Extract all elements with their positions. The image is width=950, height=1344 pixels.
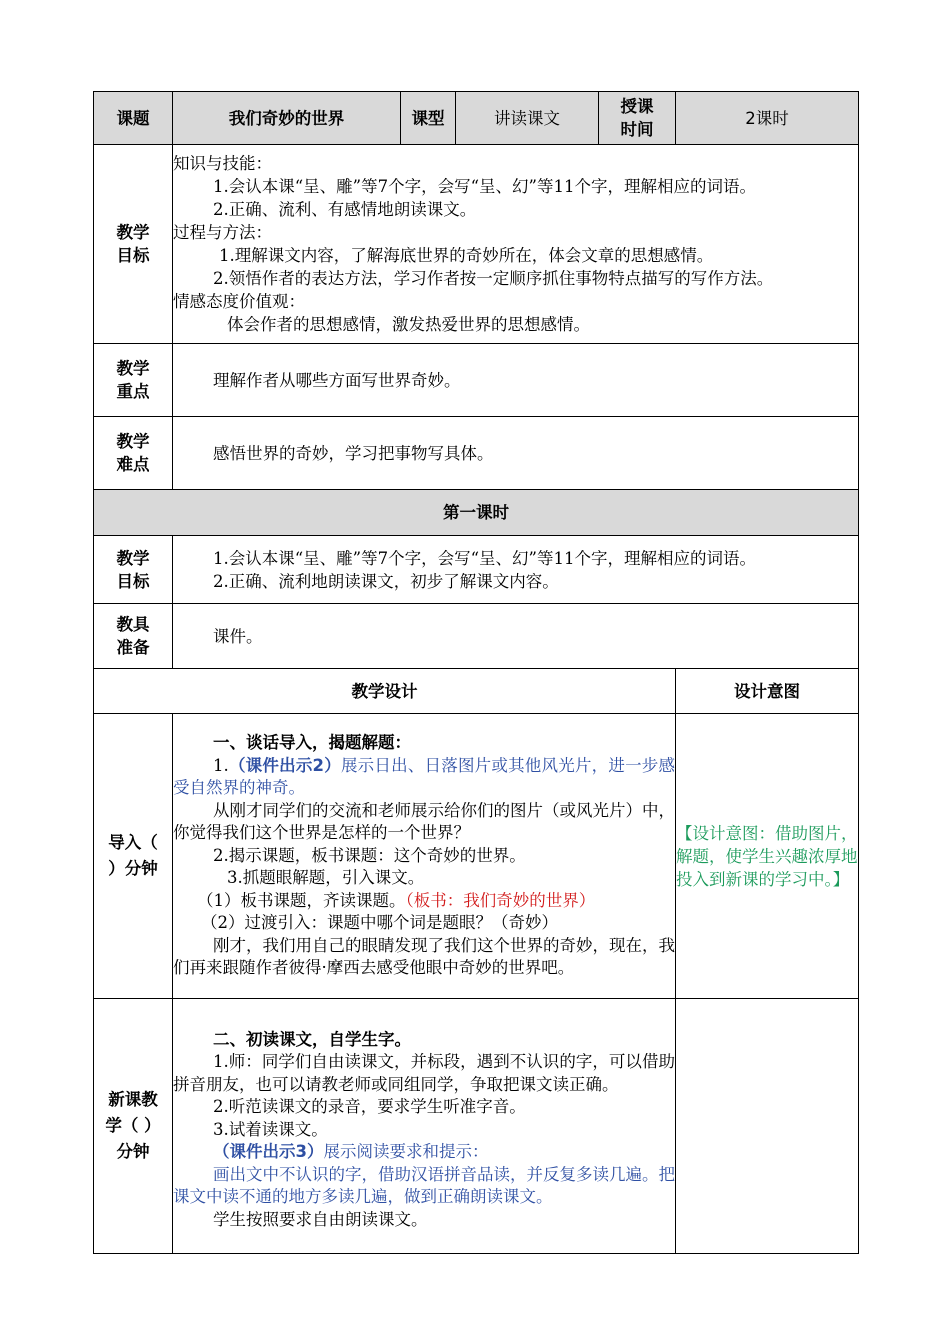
intro-heading: 一、谈话导入，揭题解题：: [213, 733, 411, 753]
slide-cue: （课件出示3）: [213, 1142, 324, 1162]
new-lesson-label: 新课教学（ ）分钟: [94, 999, 173, 1254]
objective-line: 过程与方法：: [173, 223, 272, 242]
type-label: 课型: [401, 92, 456, 145]
new-lesson-step3: 3.试着读课文。: [213, 1119, 328, 1139]
type-value: 讲读课文: [456, 92, 599, 145]
difficulties-row: [94, 417, 859, 490]
difficulties-text: 感悟世界的奇妙，学习把事物写具体。: [173, 417, 859, 490]
new-lesson-heading: 二、初读课文，自学生字。: [213, 1029, 411, 1049]
lesson1-objectives-label: 教学目标: [94, 536, 173, 604]
topic-value: 我们奇妙的世界: [173, 92, 401, 145]
new-lesson-content: [173, 999, 676, 1254]
reading-tips: 画出文中不认识的字，借助汉语拼音品读，并反复多读几遍。把课文中读不通的地方多读几遍，做到正确朗读课文。: [173, 1164, 675, 1207]
intro-step1: [173, 755, 675, 800]
lesson1-objectives-row: [94, 536, 859, 604]
intro-intent: 【设计意图：借助图片，解题，使学生兴趣浓厚地投入到新课的学习中。】: [676, 714, 859, 999]
slide-text: 展示阅读要求和提示：: [323, 1142, 489, 1162]
objective-line: 2.正确、流利、有感情地朗读课文。: [213, 200, 477, 219]
substep-text: （1）板书课题，齐读课题。: [197, 890, 406, 910]
new-lesson-row: [94, 999, 859, 1254]
key-points-label: 教学重点: [94, 344, 173, 417]
materials-row: [94, 604, 859, 669]
new-lesson-step2: 2.听范读课文的录音，要求学生听准字音。: [213, 1097, 526, 1117]
objectives-content: [173, 145, 859, 344]
lesson1-title-row: [94, 490, 859, 536]
objective-line: 1.理解课文内容，了解海底世界的奇妙所在，体会文章的思想感情。: [219, 246, 714, 265]
lesson1-objectives-content: [173, 536, 859, 604]
header-row: [94, 92, 859, 145]
new-lesson-intent: [676, 999, 859, 1254]
intro-substep2: （2）过渡引入：课题中哪个词是题眼？（奇妙）: [201, 913, 558, 933]
time-label: 授课时间: [599, 92, 676, 145]
objective-line: 情感态度价值观：: [173, 292, 305, 311]
objective-line: 知识与技能：: [173, 154, 272, 173]
lesson1-title: 第一课时: [94, 490, 859, 536]
intro-step2: 2.揭示课题，板书课题：这个奇妙的世界。: [213, 845, 526, 865]
difficulties-label: 教学难点: [94, 417, 173, 490]
intro-label: 导入（ ）分钟: [94, 714, 173, 999]
lesson1-objective-line: 1.会认本课“呈、雕”等7个字，会写“呈、幻”等11个字，理解相应的词语。: [213, 549, 756, 568]
intro-content: [173, 714, 676, 999]
hours-value: 2课时: [676, 92, 859, 145]
board-note: （板书：我们奇妙的世界）: [405, 890, 596, 910]
materials-label: 教具准备: [94, 604, 173, 669]
design-header-row: [94, 669, 859, 714]
intro-substep1: [173, 890, 675, 913]
intro-step3: 3.抓题眼解题，引入课文。: [227, 868, 425, 888]
intent-header: 设计意图: [676, 669, 859, 714]
slide-cue: （课件出示2）: [228, 755, 341, 775]
objective-line: 2.领悟作者的表达方法，学习作者按一定顺序抓住事物特点描写的写作方法。: [213, 269, 774, 288]
objective-line: 体会作者的思想感情，激发热爱世界的思想感情。: [227, 315, 590, 334]
slide-text: 展示日出、日落图片或其他风光片，进一步感受自然界的神奇。: [173, 755, 676, 798]
topic-label: 课题: [94, 92, 173, 145]
key-points-row: [94, 344, 859, 417]
objective-line: 1.会认本课“呈、雕”等7个字，会写“呈、幻”等11个字，理解相应的词语。: [213, 177, 756, 196]
new-lesson-step1: 1.师：同学们自由读课文，并标段，遇到不认识的字，可以借助拼音朋友，也可以请教老师或同组同学，争取把课文读正确。: [173, 1052, 675, 1094]
intro-transition: 刚才，我们用自己的眼睛发现了我们这个世界的奇妙，现在，我们再来跟随作者彼得·摩西去感受他眼中奇妙的世界吧。: [173, 935, 675, 978]
objectives-row: [94, 145, 859, 344]
objectives-label: 教学目标: [94, 145, 173, 344]
step-number: 1.: [213, 755, 229, 775]
new-lesson-cue: [173, 1141, 675, 1164]
intro-paragraph: 从刚才同学们的交流和老师展示给你们的图片（或风光片）中，你觉得我们这个世界是怎样的一个世界？: [173, 800, 675, 843]
materials-text: 课件。: [173, 604, 859, 669]
lesson-plan-table: [93, 91, 859, 1254]
lesson1-objective-line: 2.正确、流利地朗读课文，初步了解课文内容。: [213, 572, 559, 591]
key-points-text: 理解作者从哪些方面写世界奇妙。: [173, 344, 859, 417]
intro-row: [94, 714, 859, 999]
new-lesson-step4: 学生按照要求自由朗读课文。: [213, 1209, 428, 1229]
design-header: 教学设计: [94, 669, 676, 714]
